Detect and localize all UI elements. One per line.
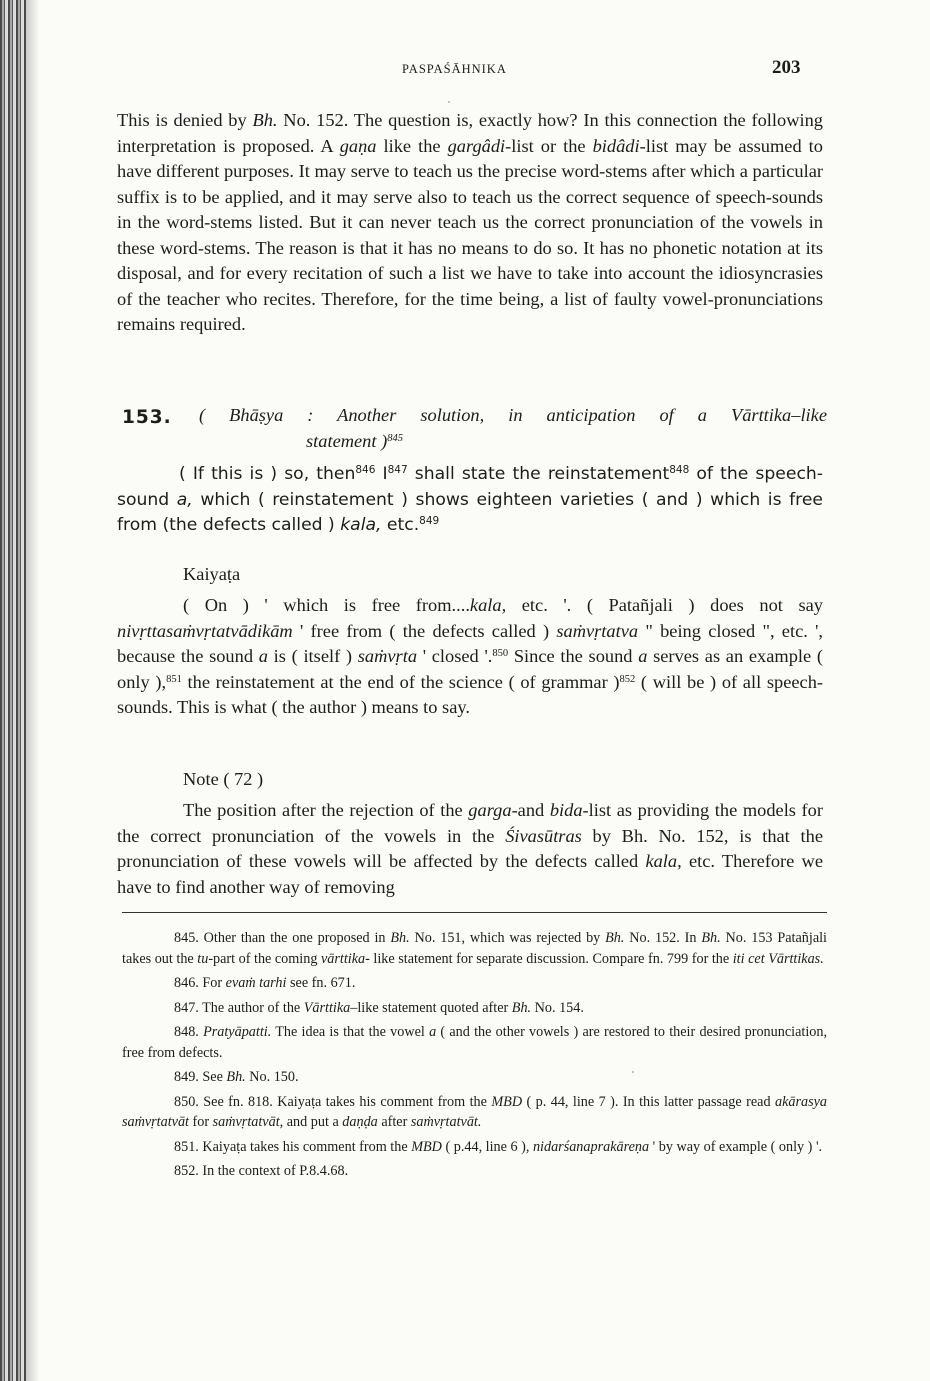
footnote-852: 852. In the context of P.8.4.68. bbox=[174, 1163, 349, 1179]
footnote-848: 848. Pratyāpatti. The idea is that the vowel a ( and the other vowels ) are restored to their desired pronunciation, free from defects. bbox=[122, 1024, 827, 1061]
section-title-line2: statement )$^{845}$ bbox=[306, 431, 403, 451]
scan-speck bbox=[632, 1071, 634, 1073]
binding-shadow bbox=[0, 0, 26, 1381]
footnote-ref: 851 bbox=[166, 673, 182, 685]
footnote-ref: 846 bbox=[355, 464, 376, 476]
footnote-ref: 847 bbox=[387, 464, 408, 476]
footnote-846: 846. For evaṁ tarhi see fn. 671. bbox=[174, 975, 356, 991]
scan-speck bbox=[448, 101, 450, 103]
kaiyata-paragraph: ( On ) ' which is free from....kala, etc. '. ( Patañjali ) does not say nivṛttasaṁvṛtatvādikām ' free from ( the defects called ) saṁvṛtatva " being closed ", etc. ', because the sound a is ( itself ) saṁvṛta ' closed '.$^{850}$ Since the sound a serves as an example ( only ),$^{851}$ the reinstatement at the end of the science ( of grammar )$^{852}$ ( will be ) of all speech-sounds. This is what ( the author ) means to say. bbox=[117, 595, 824, 717]
footnote-850: 850. See fn. 818. Kaiyaṭa takes his comment from the MBD ( p. 44, line 7 ). In this latter passage read akārasya saṁvṛtatvāt for saṁvṛtatvāt, and put a daṇḍa after saṁvṛtatvāt. bbox=[122, 1093, 827, 1130]
footnotes bbox=[122, 928, 827, 1186]
footnote-rule bbox=[122, 912, 827, 913]
running-head: PASPAŚĀHNIKA bbox=[402, 62, 507, 76]
section-number: 153. bbox=[122, 407, 172, 428]
footnote-845: 845. Other than the one proposed in Bh. No. 151, which was rejected by Bh. No. 152. In Bh. No. 153 Patañjali takes out the tu-part of the coming vārttika- like statement for separate discussion. Compare fn. 799 for the iti cet Vārttikas. bbox=[122, 930, 828, 967]
footnote-ref: 852 bbox=[619, 673, 636, 685]
footnote-ref: 850 bbox=[492, 648, 509, 659]
footnote-ref: 845 bbox=[387, 433, 403, 444]
footnote-ref: 848 bbox=[669, 464, 690, 476]
footnote-851: 851. Kaiyaṭa takes his comment from the MBD ( p.44, line 6 ), nidarśanaprakāreṇa ' by way of example ( only ) '. bbox=[174, 1138, 823, 1155]
intro-paragraph: This is denied by Bh. No. 152. The question is, exactly how? In this connection the following interpretation is proposed. A gaṇa like the gargâdi-list or the bidâdi-list may be assumed to have different purposes. It may serve to teach us the precise word-stems after which a particular suffix is to be applied, and it may serve also to teach us the correct sequence of speech-sounds in the word-stems listed. But it can never teach us the correct pronunciation of the vowels in these word-stems. The reason is that it has no means to do so. It has no phonetic notation at its disposal, and for every recitation of such a list we have to take into account the idiosyncrasies of the teacher who recites. Therefore, for the time being, a list of faulty vowel-pronunciations remains required. bbox=[117, 110, 823, 334]
bhasya-translation: ( If this is ) so, then$^{846}$ $I^{847}$ shall state the reinstatement$^{848}$ of the speech-sound a, which ( reinstatement ) shows eighteen varieties ( and ) which is free from (the defects called ) kala, etc.$^{849}$ bbox=[117, 464, 823, 535]
footnote-849: 849. See Bh. No. 150. bbox=[174, 1069, 299, 1085]
binding-fade bbox=[26, 0, 40, 1381]
footnote-847: 847. The author of the Vārttika–like statement quoted after Bh. No. 154. bbox=[174, 999, 584, 1016]
note-heading: Note ( 72 ) bbox=[183, 769, 264, 789]
page-number: 203 bbox=[772, 57, 801, 78]
kaiyata-heading: Kaiyaṭa bbox=[183, 564, 241, 584]
section-title-line1: ( Bhāṣya : Another solution, in anticipation of a Vārttika–like bbox=[199, 405, 827, 425]
footnote-ref: 849 bbox=[419, 515, 440, 527]
note-paragraph: The position after the rejection of the garga-and bida-list as providing the models for the correct pronunciation of the vowels in the Śivasūtras by Bh. No. 152, is that the pronunciation of these vowels will be affected by the defects called kala, etc. Therefore we have to find another way of removing bbox=[117, 800, 824, 897]
